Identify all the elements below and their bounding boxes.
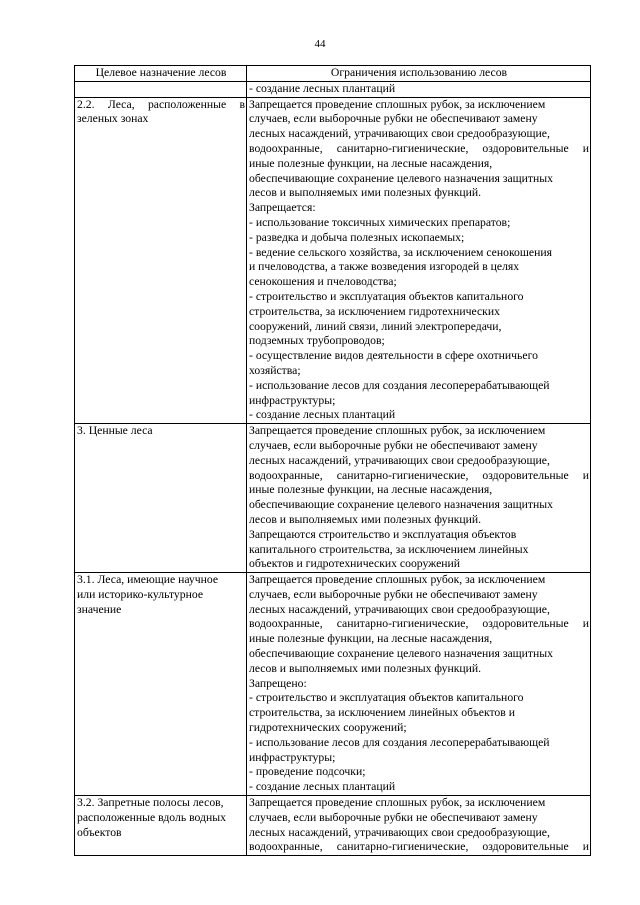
text-line: зеленых зонах [77,112,149,126]
text-line: - использование лесов для создания лесоперерабатывающей [249,378,550,392]
text-line: гидротехнических сооружений; [249,721,407,735]
text-line: строительства, за исключением линейных объектов и [249,706,515,720]
text-line: Запрещается: [249,201,316,215]
text-line: сооружений, линий связи, линий электропередачи, [249,319,502,333]
purpose-cell [75,796,247,856]
text-line: лесов и выполняемых ими полезных функций. [249,661,482,675]
text-line: - осуществление видов деятельности в сфере охотничьего [249,349,538,363]
text-line: или историко-культурное [77,587,204,601]
text-line: 3.1. Леса, имеющие научное [77,573,219,587]
header-forest-purpose: Целевое назначение лесов [75,66,247,82]
text-line: лесов и выполняемых ими полезных функций. [249,186,482,200]
text-line: водоохранные, санитарно-гигиенические, оздоровительные и [249,617,589,631]
text-line: - разведка и добыча полезных ископаемых; [249,230,465,244]
text-line: - использование токсичных химических препаратов; [249,215,511,229]
header-use-restrictions: Ограничения использованию лесов [247,66,591,82]
text-line: - создание лесных плантаций [249,780,396,794]
restrictions-cell [247,573,591,796]
purpose-cell [75,97,247,424]
text-line: водоохранные, санитарно-гигиенические, оздоровительные и [249,468,589,482]
purpose-cell [75,573,247,796]
text-line: капитального строительства, за исключением линейных [249,542,529,556]
forest-use-restrictions-table [74,65,591,856]
table-row-continuation [75,81,591,97]
text-line: и пчеловодства, а также возведения изгородей в целях [249,260,520,274]
text-line: строительства, за исключением гидротехнических [249,304,500,318]
text-line: - строительство и эксплуатация объектов капитального [249,691,524,705]
text-line: - строительство и эксплуатация объектов капитального [249,289,524,303]
table-row-green-zones [75,97,591,424]
text-line: Запрещается проведение сплошных рубок, за исключением [249,424,546,438]
text-line: Запрещается проведение сплошных рубок, за исключением [249,97,546,111]
text-line: лесных насаждений, утрачивающих свои средообразующие, [249,127,550,141]
text-line: инфраструктуры; [249,393,336,407]
text-line: водоохранные, санитарно-гигиенические, оздоровительные и [249,840,589,854]
text-line: Запрещается проведение сплошных рубок, за исключением [249,796,546,810]
text-line: обеспечивающие сохранение целевого назначения защитных [249,647,553,661]
table-row-scientific-cultural [75,573,591,796]
text-line: Запрещается проведение сплошных рубок, за исключением [249,573,546,587]
text-line: иные полезные функции, на лесные насаждения, [249,483,493,497]
restrictions-cell [247,81,591,97]
text-line: водоохранные, санитарно-гигиенические, оздоровительные и [249,141,589,155]
text-line: подземных трубопроводов; [249,334,385,348]
text-line: 3. Ценные леса [77,424,153,438]
text-line: объектов [77,825,122,839]
text-line: 3.2. Запретные полосы лесов, [77,796,224,810]
text-line: лесных насаждений, утрачивающих свои средообразующие, [249,602,550,616]
page-number: 44 [314,38,326,50]
text-line: сенокошения и пчеловодства; [249,275,397,289]
text-line: инфраструктуры; [249,750,336,764]
text-line: случаев, если выборочные рубки не обеспечивают замену [249,810,538,824]
text-line: случаев, если выборочные рубки не обеспечивают замену [249,112,538,126]
text-line: иные полезные функции, на лесные насаждения, [249,156,493,170]
restrictions-cell [247,424,591,573]
text-line: случаев, если выборочные рубки не обеспечивают замену [249,438,538,452]
text-line: - создание лесных плантаций [249,81,396,95]
restrictions-cell [247,97,591,424]
text-line: обеспечивающие сохранение целевого назначения защитных [249,171,553,185]
text-line: Запрещено: [249,676,307,690]
table-row-valuable-forests [75,424,591,573]
restrictions-cell [247,796,591,856]
text-line: 2.2. Леса, расположенные в [77,97,245,111]
table-row-water-protection-strips [75,796,591,856]
text-line: - проведение подсочки; [249,765,366,779]
purpose-cell [75,81,247,97]
text-line: обеспечивающие сохранение целевого назначения защитных [249,498,553,512]
text-line: - ведение сельского хозяйства, за исключением сенокошения [249,245,552,259]
table-header-row [75,66,591,82]
text-line: лесных насаждений, утрачивающих свои средообразующие, [249,453,550,467]
text-line: объектов и гидротехнических сооружений [249,557,461,571]
text-line: значение [77,602,122,616]
text-line: иные полезные функции, на лесные насаждения, [249,632,493,646]
text-line: хозяйства; [249,363,301,377]
text-line: случаев, если выборочные рубки не обеспечивают замену [249,587,538,601]
text-line: - использование лесов для создания лесоперерабатывающей [249,735,550,749]
text-line: - создание лесных плантаций [249,408,396,422]
text-line: Запрещаются строительство и эксплуатация объектов [249,527,517,541]
text-line: расположенные вдоль водных [77,810,226,824]
text-line: лесов и выполняемых ими полезных функций. [249,512,482,526]
purpose-cell [75,424,247,573]
text-line: лесных насаждений, утрачивающих свои средообразующие, [249,825,550,839]
